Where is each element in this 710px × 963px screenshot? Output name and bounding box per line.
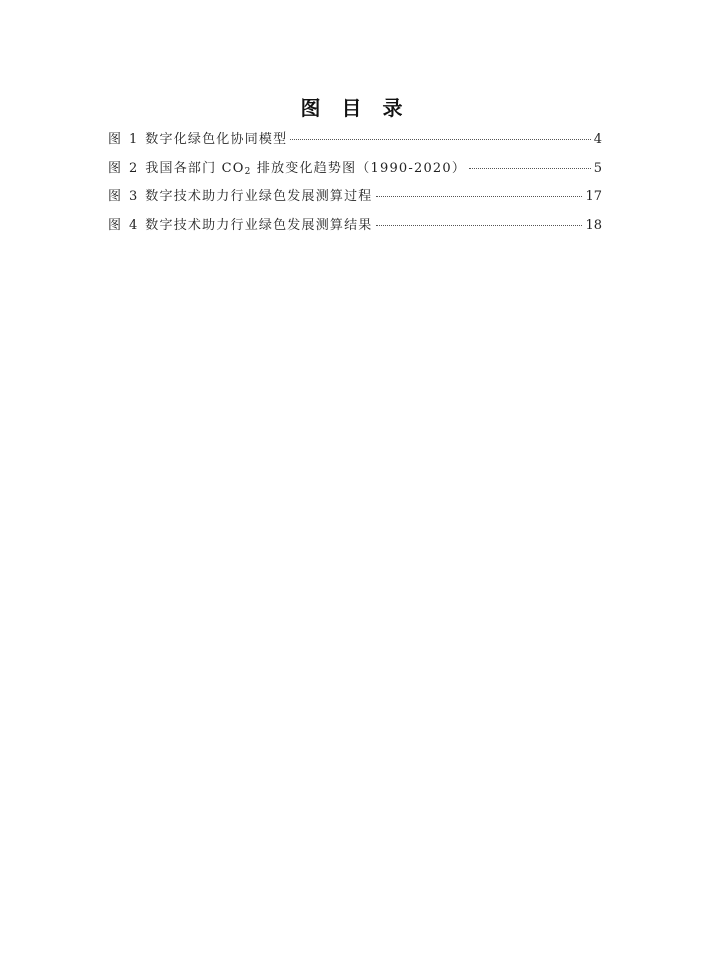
toc-entry-figure-2[interactable] — [108, 157, 602, 186]
dot-leader — [376, 225, 583, 226]
page-number: 17 — [585, 189, 602, 204]
page-number: 4 — [593, 132, 602, 147]
figure-caption — [145, 157, 466, 177]
figure-number: 1 — [129, 132, 138, 147]
figure-prefix: 图 — [108, 132, 122, 147]
figure-number: 2 — [129, 160, 138, 176]
figure-caption: 数字技术助力行业绿色发展测算结果 — [145, 217, 373, 233]
dot-leader — [469, 168, 591, 169]
figure-caption: 数字化绿色化协同模型 — [145, 132, 288, 147]
figure-caption-part-1: 我国各部门 CO — [145, 160, 245, 176]
dot-leader — [290, 139, 590, 140]
dot-leader — [376, 196, 583, 197]
toc-entry-figure-3[interactable] — [108, 185, 602, 214]
figure-caption-part-2: 排放变化趋势图（1990-2020） — [251, 160, 467, 176]
page-title: 图 目 录 — [300, 96, 410, 120]
figure-prefix: 图 — [108, 160, 122, 176]
figure-number: 4 — [129, 217, 138, 233]
toc-entry-figure-4[interactable] — [108, 214, 602, 243]
page-number: 18 — [585, 217, 602, 233]
figure-list — [108, 128, 602, 242]
figure-prefix: 图 — [108, 217, 122, 233]
toc-entry-figure-1[interactable] — [108, 128, 602, 157]
figure-number: 3 — [129, 189, 138, 204]
page-number: 5 — [593, 160, 602, 176]
figure-caption: 数字技术助力行业绿色发展测算过程 — [145, 189, 373, 204]
subscript-2: 2 — [244, 166, 252, 177]
figure-prefix: 图 — [108, 189, 122, 204]
